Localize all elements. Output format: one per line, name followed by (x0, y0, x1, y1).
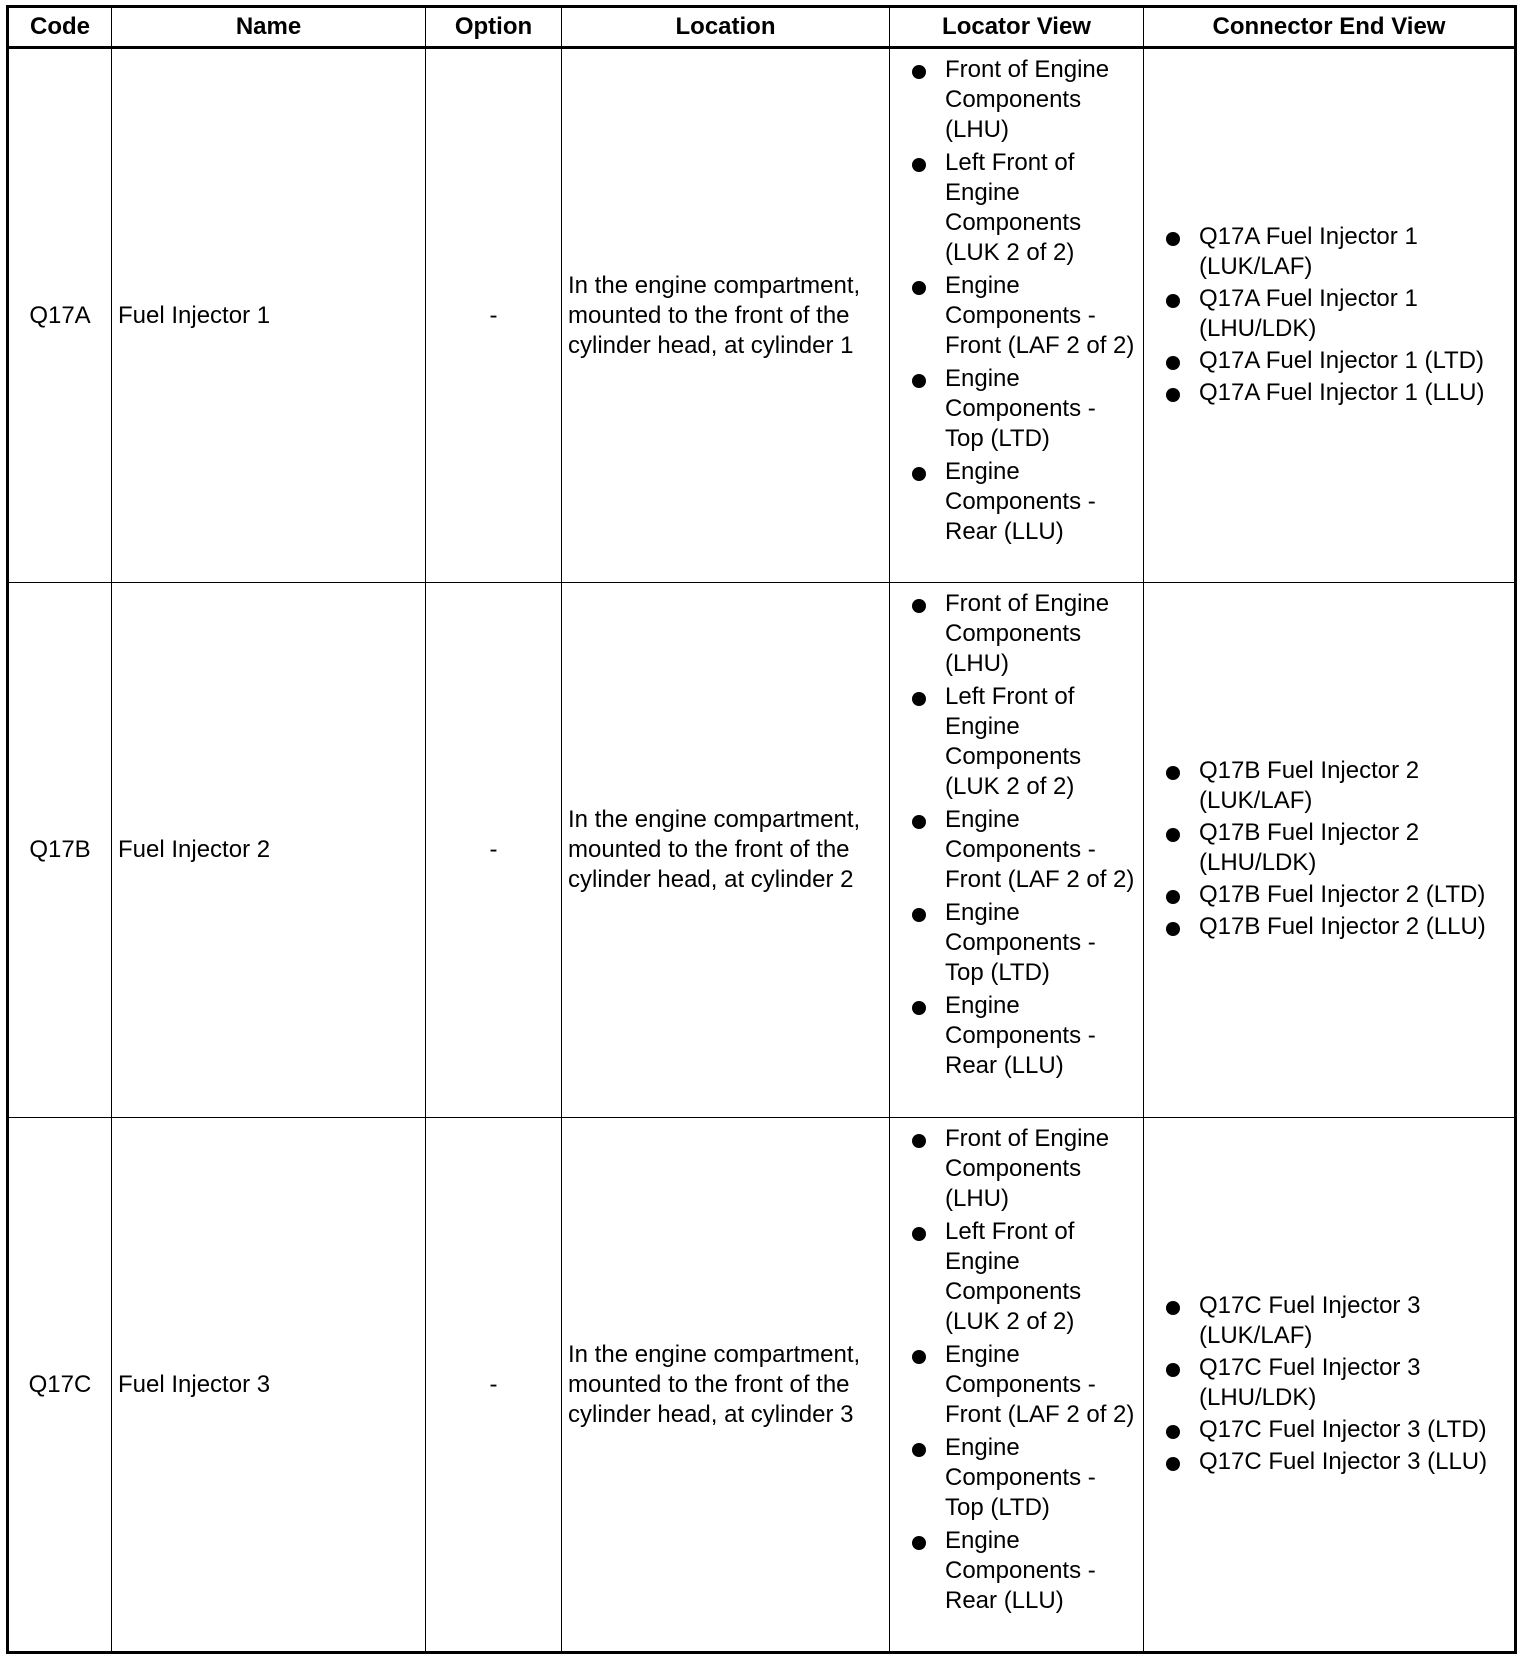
option-cell: - (426, 48, 562, 583)
connector-end-view-cell (1144, 583, 1516, 1118)
header-locator-view: Locator View (890, 7, 1144, 48)
connector-end-view-cell (1144, 1118, 1516, 1653)
locator-view-text: Engine Components - Rear (LLU) (945, 1527, 1096, 1614)
connector-view-link[interactable] (1144, 1353, 1510, 1413)
locator-view-link[interactable] (890, 55, 1139, 145)
locator-view-text: Engine Components - Front (LAF 2 of 2) (945, 272, 1135, 359)
bullet-icon (912, 599, 926, 613)
locator-view-link[interactable] (890, 589, 1139, 679)
bullet-icon (912, 692, 926, 706)
bullet-icon (912, 1227, 926, 1241)
locator-view-text: Front of Engine Components (LHU) (945, 590, 1110, 677)
location-cell: In the engine compartment, mounted to the front of the cylinder head, at cylinder 2 (562, 583, 890, 1118)
locator-view-text: Engine Components - Front (LAF 2 of 2) (945, 1341, 1135, 1428)
locator-view-link[interactable] (890, 457, 1139, 547)
connector-view-text: Q17A Fuel Injector 1 (LTD) (1199, 346, 1484, 374)
connector-view-link[interactable] (1144, 1447, 1510, 1477)
connector-view-text: Q17C Fuel Injector 3 (LLU) (1199, 1447, 1488, 1475)
locator-view-link[interactable] (890, 1526, 1139, 1616)
locator-view-text: Front of Engine Components (LHU) (945, 56, 1110, 143)
locator-view-list (890, 1124, 1139, 1616)
connector-view-text: Q17A Fuel Injector 1 (LUK/LAF) (1199, 222, 1418, 280)
code-cell: Q17A (8, 48, 112, 583)
connector-view-text: Q17C Fuel Injector 3 (LTD) (1199, 1415, 1487, 1443)
locator-view-link[interactable] (890, 1340, 1139, 1430)
connector-view-text: Q17A Fuel Injector 1 (LLU) (1199, 378, 1485, 406)
bullet-icon (912, 1536, 926, 1550)
bullet-icon (1166, 356, 1180, 370)
bullet-icon (912, 908, 926, 922)
name-cell: Fuel Injector 3 (112, 1118, 426, 1653)
locator-view-text: Engine Components - Front (LAF 2 of 2) (945, 806, 1135, 893)
header-location: Location (562, 7, 890, 48)
bullet-icon (912, 467, 926, 481)
locator-view-text: Left Front of Engine Components (LUK 2 of 2) (945, 683, 1082, 800)
header-row (8, 7, 1516, 48)
connector-end-view-cell (1144, 48, 1516, 583)
bullet-icon (1166, 294, 1180, 308)
bullet-icon (1166, 922, 1180, 936)
connector-view-link[interactable] (1144, 378, 1510, 408)
locator-view-cell (890, 1118, 1144, 1653)
bullet-icon (912, 1001, 926, 1015)
locator-view-link[interactable] (890, 805, 1139, 895)
connector-view-link[interactable] (1144, 912, 1510, 942)
option-cell: - (426, 1118, 562, 1653)
bullet-icon (912, 1134, 926, 1148)
connector-view-list (1144, 222, 1510, 408)
locator-view-text: Left Front of Engine Components (LUK 2 of 2) (945, 1218, 1082, 1335)
location-cell: In the engine compartment, mounted to the front of the cylinder head, at cylinder 3 (562, 1118, 890, 1653)
connector-view-text: Q17A Fuel Injector 1 (LHU/LDK) (1199, 284, 1418, 342)
bullet-icon (912, 815, 926, 829)
bullet-icon (1166, 232, 1180, 246)
locator-view-link[interactable] (890, 898, 1139, 988)
bullet-icon (1166, 388, 1180, 402)
bullet-icon (1166, 1457, 1180, 1471)
bullet-icon (1166, 1363, 1180, 1377)
locator-view-link[interactable] (890, 148, 1139, 268)
table-row (8, 48, 1516, 583)
connector-view-link[interactable] (1144, 818, 1510, 878)
bullet-icon (912, 65, 926, 79)
connector-view-link[interactable] (1144, 880, 1510, 910)
code-cell: Q17C (8, 1118, 112, 1653)
connector-view-list (1144, 756, 1510, 942)
locator-view-link[interactable] (890, 271, 1139, 361)
locator-view-list (890, 589, 1139, 1081)
locator-view-text: Engine Components - Rear (LLU) (945, 458, 1096, 545)
locator-view-link[interactable] (890, 991, 1139, 1081)
header-name: Name (112, 7, 426, 48)
code-cell: Q17B (8, 583, 112, 1118)
connector-view-text: Q17C Fuel Injector 3 (LHU/LDK) (1199, 1353, 1421, 1411)
connector-view-link[interactable] (1144, 1291, 1510, 1351)
connector-view-text: Q17B Fuel Injector 2 (LUK/LAF) (1199, 757, 1420, 814)
locator-view-text: Engine Components - Rear (LLU) (945, 992, 1096, 1079)
connector-view-link[interactable] (1144, 222, 1510, 282)
connector-view-link[interactable] (1144, 346, 1510, 376)
bullet-icon (1166, 1301, 1180, 1315)
locator-view-text: Engine Components - Top (LTD) (945, 899, 1096, 986)
connector-view-text: Q17B Fuel Injector 2 (LTD) (1199, 881, 1486, 908)
connector-view-text: Q17C Fuel Injector 3 (LUK/LAF) (1199, 1291, 1421, 1349)
locator-view-link[interactable] (890, 1124, 1139, 1214)
header-code: Code (8, 7, 112, 48)
bullet-icon (1166, 766, 1180, 780)
connector-view-link[interactable] (1144, 756, 1510, 816)
connector-view-link[interactable] (1144, 1415, 1510, 1445)
header-option: Option (426, 7, 562, 48)
connector-view-list (1144, 1291, 1510, 1477)
locator-view-text: Engine Components - Top (LTD) (945, 365, 1096, 452)
option-cell: - (426, 583, 562, 1118)
locator-view-list (890, 55, 1139, 547)
locator-view-cell (890, 583, 1144, 1118)
header-connector-end-view: Connector End View (1144, 7, 1516, 48)
connector-view-text: Q17B Fuel Injector 2 (LLU) (1199, 913, 1486, 940)
locator-view-text: Left Front of Engine Components (LUK 2 of 2) (945, 149, 1082, 266)
table-row (8, 583, 1516, 1118)
bullet-icon (912, 1350, 926, 1364)
locator-view-link[interactable] (890, 682, 1139, 802)
name-cell: Fuel Injector 1 (112, 48, 426, 583)
locator-view-link[interactable] (890, 1433, 1139, 1523)
bullet-icon (1166, 890, 1180, 904)
location-cell: In the engine compartment, mounted to the front of the cylinder head, at cylinder 1 (562, 48, 890, 583)
locator-view-cell (890, 48, 1144, 583)
component-table (6, 5, 1517, 1654)
locator-view-text: Engine Components - Top (LTD) (945, 1434, 1096, 1521)
bullet-icon (912, 158, 926, 172)
locator-view-link[interactable] (890, 364, 1139, 454)
bullet-icon (912, 281, 926, 295)
locator-view-link[interactable] (890, 1217, 1139, 1337)
table-body (8, 48, 1516, 1653)
bullet-icon (912, 374, 926, 388)
locator-view-text: Front of Engine Components (LHU) (945, 1125, 1110, 1212)
table-row (8, 1118, 1516, 1653)
connector-view-link[interactable] (1144, 284, 1510, 344)
connector-view-text: Q17B Fuel Injector 2 (LHU/LDK) (1199, 819, 1420, 876)
bullet-icon (912, 1443, 926, 1457)
bullet-icon (1166, 828, 1180, 842)
name-cell: Fuel Injector 2 (112, 583, 426, 1118)
bullet-icon (1166, 1425, 1180, 1439)
